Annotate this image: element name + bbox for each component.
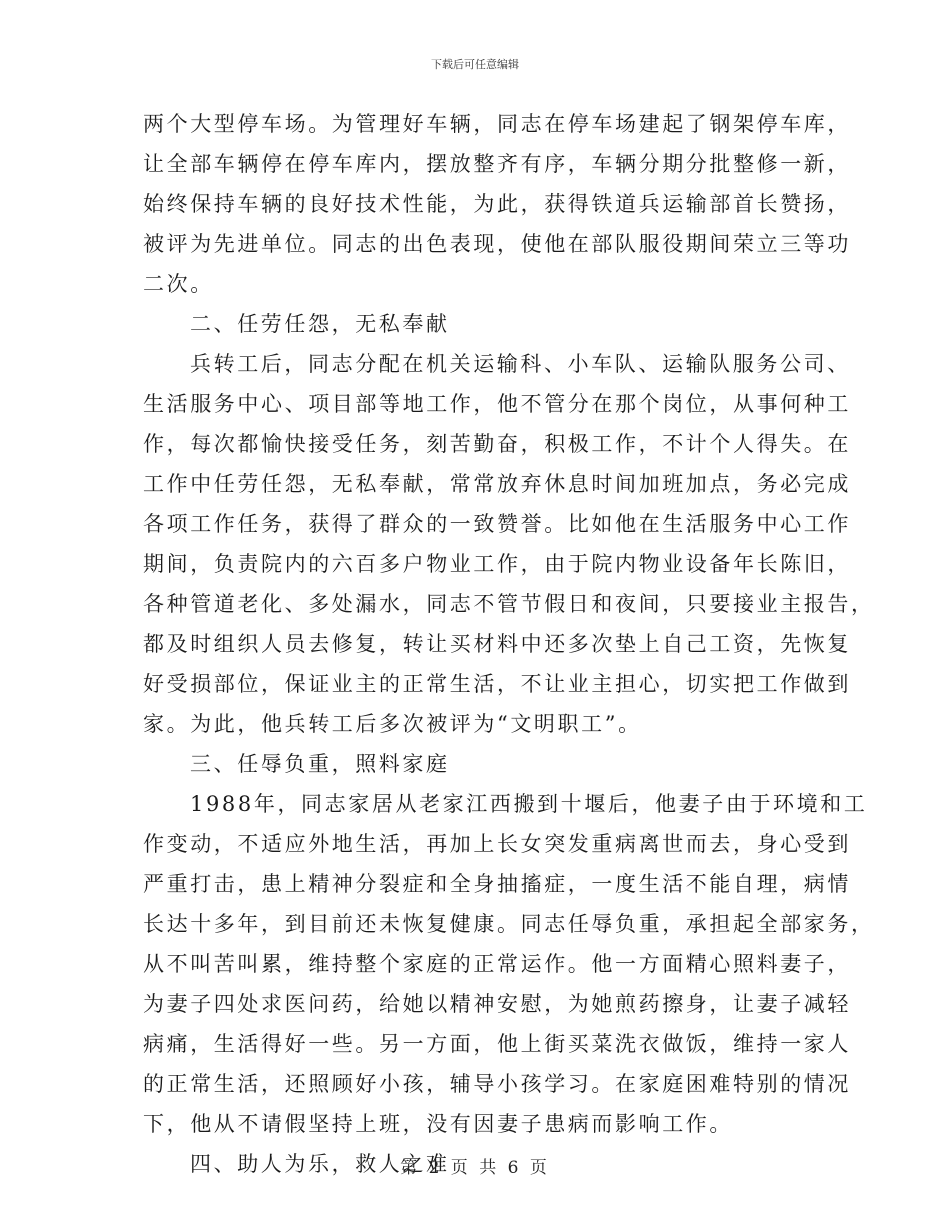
body-line: 都及时组织人员去修复，转让买材料中还多次垫上自己工资，先恢复 — [143, 632, 851, 656]
page-number: 第 2 页 共 6 页 — [400, 1158, 550, 1178]
body-line: 严重打击，患上精神分裂症和全身抽搐症，一度生活不能自理，病情 — [143, 872, 851, 896]
document-body — [143, 104, 875, 1184]
body-line: 各项工作任务，获得了群众的一致赞誉。比如他在生活服务中心工作 — [143, 512, 851, 536]
body-line: 长达十多年，到目前还未恢复健康。同志任辱负重，承担起全部家务， — [143, 912, 875, 936]
paragraph-first-line: 兵转工后，同志分配在机关运输科、小车队、运输队服务公司、 — [190, 352, 851, 376]
section-heading: 二、任劳任怨，无私奉献 — [190, 312, 450, 336]
body-line: 两个大型停车场。为管理好车辆，同志在停车场建起了钢架停车库， — [143, 112, 851, 136]
body-line: 生活服务中心、项目部等地工作，他不管分在那个岗位，从事何种工 — [143, 392, 851, 416]
section-heading: 三、任辱负重，照料家庭 — [190, 752, 450, 776]
paragraph-first-line: 1988年，同志家居从老家江西搬到十堰后，他妻子由于环境和工 — [190, 792, 868, 816]
body-line: 工作中任劳任怨，无私奉献，常常放弃休息时间加班加点，务必完成 — [143, 472, 851, 496]
body-line: 家。为此，他兵转工后多次被评为“文明职工”。 — [143, 712, 642, 736]
body-line: 作，每次都愉快接受任务，刻苦勤奋，积极工作，不计个人得失。在 — [143, 432, 851, 456]
body-line: 作变动，不适应外地生活，再加上长女突发重病离世而去，身心受到 — [143, 832, 851, 856]
body-line: 病痛，生活得好一些。另一方面，他上街买菜洗衣做饭，维持一家人 — [143, 1032, 851, 1056]
body-line: 好受损部位，保证业主的正常生活，不让业主担心，切实把工作做到 — [143, 672, 851, 696]
body-line: 让全部车辆停在停车库内，摆放整齐有序，车辆分期分批整修一新， — [143, 152, 851, 176]
section-heading: 四、助人为乐，救人之难 — [190, 1152, 450, 1176]
body-line: 的正常生活，还照顾好小孩，辅导小孩学习。在家庭困难特别的情况 — [143, 1072, 851, 1096]
body-line: 从不叫苦叫累，维持整个家庭的正常运作。他一方面精心照料妻子， — [143, 952, 851, 976]
body-line: 各种管道老化、多处漏水，同志不管节假日和夜间，只要接业主报告， — [143, 592, 875, 616]
body-line: 始终保持车辆的良好技术性能，为此，获得铁道兵运输部首长赞扬， — [143, 192, 851, 216]
body-line: 被评为先进单位。同志的出色表现，使他在部队服役期间荣立三等功 — [143, 232, 851, 256]
body-line: 为妻子四处求医问药，给她以精神安慰，为她煎药擦身，让妻子减轻 — [143, 992, 851, 1016]
page-header: 下载后可任意编辑 — [431, 58, 519, 71]
body-line: 期间，负责院内的六百多户物业工作，由于院内物业设备年长陈旧， — [143, 552, 851, 576]
body-line: 下，他从不请假坚持上班，没有因妻子患病而影响工作。 — [143, 1112, 733, 1136]
body-line: 二次。 — [143, 272, 214, 296]
